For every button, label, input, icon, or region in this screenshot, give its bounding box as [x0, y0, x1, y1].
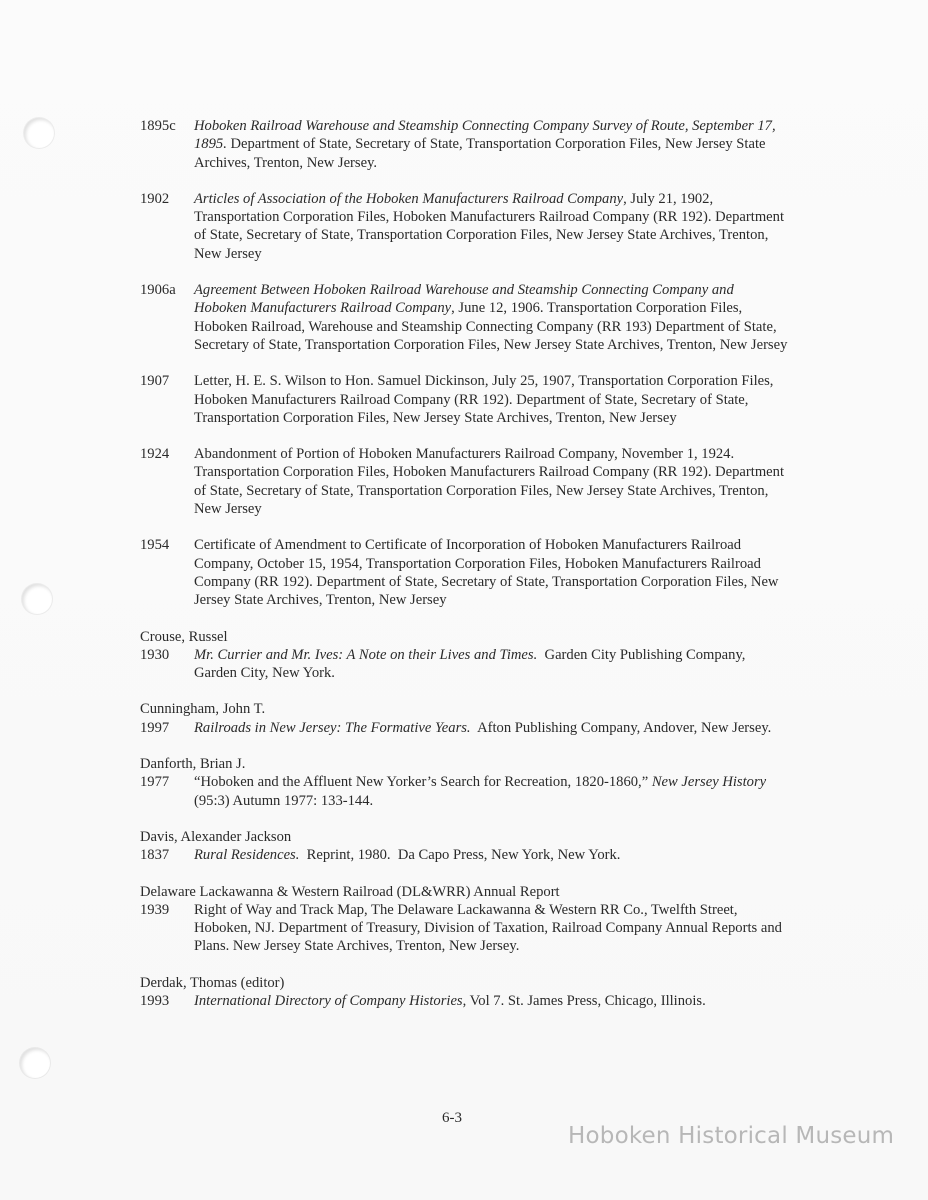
bibliography-author-group — [140, 883, 790, 956]
entry-year: 1930 — [140, 646, 170, 663]
bibliography-entry — [140, 445, 790, 518]
entry-year: 1939 — [140, 901, 170, 918]
entry-year: 1997 — [140, 719, 170, 736]
bibliography-entry — [140, 190, 790, 263]
entry-text: Letter, H. E. S. Wilson to Hon. Samuel Dickinson, July 25, 1907, Transportation Corporation Files, Hoboken Manufacturers Railroad Company (RR 192). Department of State, Secretary of State, Transportation Corporation Files, New Jersey State Archives, Trenton, New Jersey — [194, 373, 774, 426]
entry-year: 1993 — [140, 992, 170, 1009]
bibliography-content — [140, 117, 790, 1028]
bibliography-entry — [140, 281, 790, 354]
author-name: Cunningham, John T. — [140, 701, 266, 718]
author-name: Davis, Alexander Jackson — [140, 828, 292, 845]
entry-text: , Vol 7. St. James Press, Chicago, Illinois. — [462, 992, 706, 1009]
entry-title: Hoboken Railroad Warehouse and Steamship Connecting Company Survey of Route, September 17, 1895. — [194, 118, 776, 153]
entry-title: Agreement Between Hoboken Railroad Warehouse and Steamship Connecting Company and Hoboken Manufacturers Railroad Company — [194, 282, 734, 317]
punch-hole — [24, 118, 54, 148]
entry-year: 1977 — [140, 774, 170, 791]
entry-text: Department of State, Secretary of State, Transportation Corporation Files, New Jersey State Archives, Trenton, New Jersey. — [194, 136, 766, 171]
entry-year: 1895c — [140, 118, 176, 134]
bibliography-author-group — [140, 628, 790, 683]
entry-title: Mr. Currier and Mr. Ives: A Note on their Lives and Times. — [194, 646, 538, 663]
bibliography-author-group — [140, 974, 790, 1011]
bibliography-entry — [140, 117, 790, 172]
entry-title: Rural Residences. — [194, 847, 300, 864]
bibliography-author-group — [140, 828, 790, 865]
punch-hole — [22, 584, 52, 614]
entry-text: “Hoboken and the Affluent New Yorker’s Search for Recreation, 1820-1860,” — [194, 774, 652, 791]
entry-year: 1907 — [140, 373, 170, 390]
entry-text: Right of Way and Track Map, The Delaware Lackawanna & Western RR Co., Twelfth Street, Hoboken, NJ. Department of Treasury, Division of Taxation, Railroad Company Annual Reports and Plans. New Jersey State Archives, Trenton, New Jersey. — [194, 901, 782, 955]
entry-text: , July 21, 1902, Transportation Corporation Files, Hoboken Manufacturers Railroad Company (RR 192). Department of State, Secretary of State, Transportation Corporation Files, New Jersey State Archives, Trenton, New Jersey — [194, 190, 784, 262]
entry-title: International Directory of Company Histories — [194, 992, 463, 1009]
punch-hole — [20, 1048, 50, 1078]
entry-year: 1954 — [140, 537, 170, 554]
entry-text: Afton Publishing Company, Andover, New Jersey. — [470, 719, 772, 736]
entry-year: 1837 — [140, 847, 170, 864]
author-name: Crouse, Russel — [140, 628, 228, 645]
author-name: Danforth, Brian J. — [140, 756, 246, 773]
entry-text: Reprint, 1980. Da Capo Press, New York, New York. — [299, 847, 621, 864]
museum-watermark: Hoboken Historical Museum — [568, 1123, 895, 1149]
entry-text: Abandonment of Portion of Hoboken Manufacturers Railroad Company, November 1, 1924. Transportation Corporation Files, Hoboken Manufacturers Railroad Company (RR 192). Department of State, Secretary of State, Transportation Corporation Files, New Jersey State Archives, Trenton, New Jersey — [194, 446, 784, 518]
entry-title: Railroads in New Jersey: The Formative Years. — [194, 719, 471, 736]
entry-year: 1902 — [140, 190, 170, 207]
entry-text: Garden City Publishing Company, Garden City, New York. — [194, 646, 750, 682]
bibliography-author-group — [140, 700, 790, 737]
entry-title: New Jersey History — [651, 774, 767, 791]
author-name: Derdak, Thomas (editor) — [140, 974, 285, 991]
entry-text: (95:3) Autumn 1977: 133-144. — [194, 792, 374, 809]
entry-text: Certificate of Amendment to Certificate of Incorporation of Hoboken Manufacturers Railroad Company, October 15, 1954, Transportation Corporation Files, Hoboken Manufacturers Railroad Company (RR 192). Department of State, Secretary of State, Transportation Corporation Files, New Jersey State Archives, Trenton, New Jersey — [194, 537, 779, 609]
entry-year: 1906a — [140, 282, 176, 299]
bibliography-entry — [140, 372, 790, 427]
page-number: 6-3 — [442, 1110, 462, 1126]
entry-text: , June 12, 1906. Transportation Corporation Files, Hoboken Railroad, Warehouse and Steamship Connecting Company (RR 193) Department of State, Secretary of State, Transportation Corporation Files, New Jersey State Archives, Trenton, New Jersey — [194, 300, 788, 353]
bibliography-author-group — [140, 755, 790, 810]
entry-title: Articles of Association of the Hoboken Manufacturers Railroad Company — [194, 190, 624, 207]
author-name: Delaware Lackawanna & Western Railroad (DL&WRR) Annual Report — [140, 883, 560, 900]
bibliography-entry — [140, 536, 790, 609]
entry-year: 1924 — [140, 446, 170, 463]
